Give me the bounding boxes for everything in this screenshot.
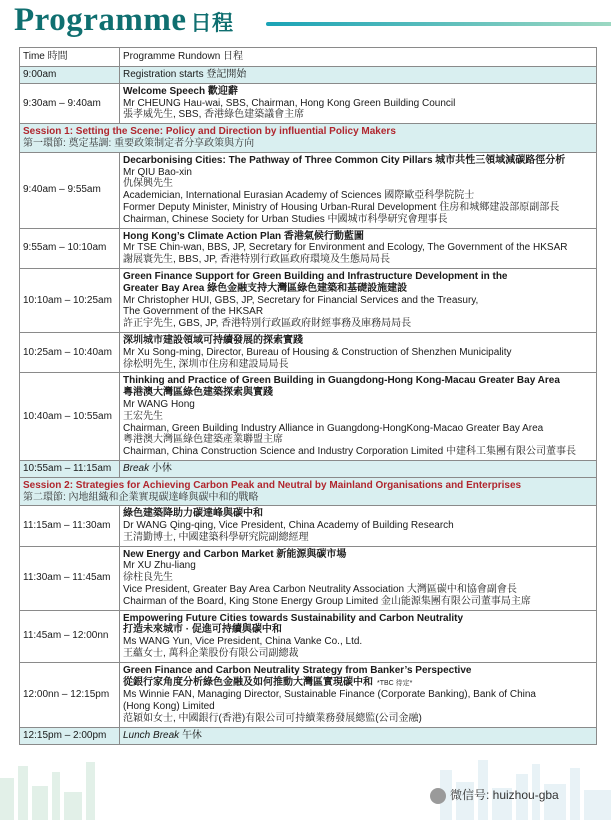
title-zh: 日程 xyxy=(190,11,234,35)
programme-rows xyxy=(20,67,597,745)
line-text: Mr QIU Bao-xin xyxy=(123,166,192,178)
line-text: Former Deputy Minister, Ministry of Housing Urban-Rural Development 住房和城鄉建設部原副部長 xyxy=(123,201,560,213)
line-text: New Energy and Carbon Market 新能源與碳市場 xyxy=(123,548,347,560)
line-text: The Government of the HKSAR xyxy=(123,306,264,318)
time-cell: 12:15pm – 2:00pm xyxy=(20,727,120,744)
header-time: Time 時間 xyxy=(20,48,120,67)
line-text: Academician, International Eurasian Academy of Sciences 國際歐亞科學院院士 xyxy=(123,190,475,202)
time-cell: 11:45am – 12:00nn xyxy=(20,610,120,662)
item-detail xyxy=(123,423,593,435)
session-cell xyxy=(20,477,597,506)
line-text: Mr XU Zhu-liang xyxy=(123,560,196,572)
item-title xyxy=(123,375,593,387)
line-text: 粵港澳大灣區綠色建築產業聯盟主席 xyxy=(123,434,283,446)
session-subtitle: 第一環節: 奠定基調: 重要政策制定者分享政策與方向 xyxy=(23,137,255,149)
page-title xyxy=(14,2,233,39)
item-detail xyxy=(123,584,593,596)
programme-table xyxy=(19,47,597,745)
item-detail xyxy=(123,242,593,254)
session-title: Session 1: Setting the Scene: Policy and Direction by influential Policy Makers xyxy=(23,126,396,138)
line-text: Vice President, Greater Bay Area Carbon Neutrality Association 大灣區碳中和協會副會長 xyxy=(123,584,517,596)
time-cell: 9:30am – 9:40am xyxy=(20,83,120,123)
break-label: Lunch Break xyxy=(123,729,180,741)
item-detail xyxy=(123,399,593,411)
time-cell: 10:25am – 10:40am xyxy=(20,332,120,372)
line-text: 徐松明先生, 深圳市住房和建設局局長 xyxy=(123,358,289,370)
line-text: (Hong Kong) Limited xyxy=(123,701,215,713)
line-text: Green Finance and Carbon Neutrality Strategy from Banker’s Perspective xyxy=(123,664,472,676)
rundown-cell xyxy=(120,268,597,332)
line-text: Mr Xu Song-ming, Director, Bureau of Housing & Construction of Shenzhen Municipality xyxy=(123,346,512,358)
table-row xyxy=(20,662,597,727)
item-detail xyxy=(123,701,593,713)
line-text: 仇保興先生 xyxy=(123,178,173,190)
item-title xyxy=(123,613,593,625)
watermark-text: 微信号: huizhou-gba xyxy=(450,788,559,802)
item-detail xyxy=(123,532,593,544)
item-title xyxy=(123,271,593,283)
table-row xyxy=(20,83,597,123)
rundown-cell xyxy=(120,332,597,372)
rundown-cell xyxy=(120,373,597,461)
rundown-cell xyxy=(120,662,597,727)
table-row xyxy=(20,506,597,546)
item-detail xyxy=(123,648,593,660)
item-detail xyxy=(123,677,593,690)
rundown-cell xyxy=(120,546,597,610)
item-detail xyxy=(123,167,593,179)
rundown-cell xyxy=(120,67,597,84)
time-cell: 9:00am xyxy=(20,67,120,84)
item-title xyxy=(123,86,593,98)
item-detail xyxy=(123,254,593,266)
line-text: 張孝威先生, SBS, 香港綠色建築議會主席 xyxy=(123,109,305,121)
item-detail xyxy=(123,347,593,359)
time-cell: 12:00nn – 12:15pm xyxy=(20,662,120,727)
title-en: Programme xyxy=(14,2,187,38)
line-text: Chairman, Green Building Industry Alliance in Guangdong-HongKong-Macao Greater Bay Area xyxy=(123,422,544,434)
item-detail xyxy=(123,434,593,446)
line-text: Dr WANG Qing-qing, Vice President, China Academy of Building Research xyxy=(123,520,454,532)
line-text: Empowering Future Cities towards Sustainability and Carbon Neutrality xyxy=(123,612,464,624)
table-row xyxy=(20,546,597,610)
line-text: Registration starts 登記開始 xyxy=(123,69,247,80)
item-title xyxy=(123,549,593,561)
line-text: Welcome Speech 歡迎辭 xyxy=(123,85,238,97)
item-detail xyxy=(123,283,593,295)
table-row xyxy=(20,67,597,84)
line-text: Ms Winnie FAN, Managing Director, Sustainable Finance (Corporate Banking), Bank of China xyxy=(123,689,536,701)
item-detail xyxy=(123,560,593,572)
page-header xyxy=(14,2,611,42)
item-detail xyxy=(123,446,593,458)
rundown-cell xyxy=(120,228,597,268)
line-text: 王宏先生 xyxy=(123,410,163,422)
item-detail xyxy=(123,190,593,202)
time-cell: 11:15am – 11:30am xyxy=(20,506,120,546)
tbc-note: *TBC 待定* xyxy=(377,679,413,687)
time-cell: 10:40am – 10:55am xyxy=(20,373,120,461)
line-text: 王清勤博士, 中國建築科學研究院副總經理 xyxy=(123,531,309,543)
session-subtitle: 第二環節: 內地組織和企業實現碳達峰與碳中和的戰略 xyxy=(23,491,259,503)
rundown-cell xyxy=(120,152,597,228)
wechat-icon xyxy=(430,788,446,804)
watermark xyxy=(430,786,559,804)
line-text: 從銀行家角度分析綠色金融及如何推動大灣區實現碳中和 xyxy=(123,676,373,688)
item-title xyxy=(123,508,593,520)
line-text: 深圳城市建設領域可持續發展的探索實踐 xyxy=(123,334,303,346)
line-text: Mr CHEUNG Hau-wai, SBS, Chairman, Hong Kong Green Building Council xyxy=(123,97,456,109)
line-text: Thinking and Practice of Green Building in Guangdong-Hong Kong-Macau Greater Bay Area xyxy=(123,375,560,387)
item-detail xyxy=(123,520,593,532)
item-detail xyxy=(123,713,593,725)
break-label-zh: 小休 xyxy=(151,462,172,474)
item-detail xyxy=(123,387,593,399)
time-cell: 11:30am – 11:45am xyxy=(20,546,120,610)
item-detail xyxy=(123,202,593,214)
line-text: 徐柱良先生 xyxy=(123,572,173,584)
item-detail xyxy=(123,178,593,190)
skyline-decoration xyxy=(0,748,611,820)
line-text: 謝展寰先生, BBS, JP, 香港特別行政區政府環境及生態局局長 xyxy=(123,254,391,266)
item-detail xyxy=(123,624,593,636)
time-cell: 9:55am – 10:10am xyxy=(20,228,120,268)
item-detail xyxy=(123,214,593,226)
table-row xyxy=(20,332,597,372)
item-detail xyxy=(123,411,593,423)
item-title xyxy=(123,231,593,243)
item-detail xyxy=(123,636,593,648)
line-text: Chairman, Chinese Society for Urban Studies 中國城市科學研究會理事長 xyxy=(123,213,448,225)
break-label-zh: 午休 xyxy=(181,729,202,741)
item-detail xyxy=(123,318,593,330)
session-cell xyxy=(20,124,597,153)
line-text: 王蘊女士, 萬科企業股份有限公司副總裁 xyxy=(123,648,299,660)
break-row xyxy=(20,727,597,744)
table-row xyxy=(20,610,597,662)
item-detail xyxy=(123,596,593,608)
item-detail xyxy=(123,109,593,121)
item-detail xyxy=(123,359,593,371)
line-text: Mr TSE Chin-wan, BBS, JP, Secretary for Environment and Ecology, The Government of the HKSAR xyxy=(123,242,568,254)
rundown-cell xyxy=(120,506,597,546)
rundown-cell xyxy=(120,727,597,744)
line-text: 打造未來城市 · 促進可持續與碳中和 xyxy=(123,624,282,636)
rundown-cell xyxy=(120,83,597,123)
line-text: Mr Christopher HUI, GBS, JP, Secretary for Financial Services and the Treasury, xyxy=(123,294,479,306)
item-title xyxy=(123,155,593,167)
item-detail xyxy=(123,306,593,318)
line-text: Green Finance Support for Green Building and Infrastructure Development in the xyxy=(123,270,508,282)
session-title: Session 2: Strategies for Achieving Carbon Peak and Neutral by Mainland Organisations and Enterprises xyxy=(23,479,522,491)
line-text: 范穎如女士, 中國銀行(香港)有限公司可持續業務發展總監(公司金融) xyxy=(123,713,422,725)
line-text: 許正宇先生, GBS, JP, 香港特別行政區政府財經事務及庫務局局長 xyxy=(123,318,412,330)
time-cell: 9:40am – 9:55am xyxy=(20,152,120,228)
item-detail xyxy=(123,98,593,110)
title-underline xyxy=(266,22,611,26)
item-title xyxy=(123,335,593,347)
break-row xyxy=(20,460,597,477)
time-cell: 10:10am – 10:25am xyxy=(20,268,120,332)
item-title xyxy=(123,69,593,81)
item-title xyxy=(123,665,593,677)
table-row xyxy=(20,373,597,461)
line-text: Greater Bay Area 綠色金融支持大灣區綠色建築和基礎設施建設 xyxy=(123,282,408,294)
header-rundown: Programme Rundown 日程 xyxy=(120,48,597,67)
line-text: 粵港澳大灣區綠色建築探索與實踐 xyxy=(123,387,273,399)
session-row xyxy=(20,124,597,153)
line-text: Mr WANG Hong xyxy=(123,398,195,410)
line-text: Decarbonising Cities: The Pathway of Three Common City Pillars 城市共性三領域減碳路徑分析 xyxy=(123,154,566,166)
break-label: Break xyxy=(123,462,150,474)
rundown-cell xyxy=(120,610,597,662)
table-header-row xyxy=(20,48,597,67)
time-cell: 10:55am – 11:15am xyxy=(20,460,120,477)
session-row xyxy=(20,477,597,506)
item-detail xyxy=(123,295,593,307)
table-row xyxy=(20,152,597,228)
item-detail xyxy=(123,689,593,701)
item-detail xyxy=(123,572,593,584)
table-row xyxy=(20,228,597,268)
line-text: Ms WANG Yun, Vice President, China Vanke Co., Ltd. xyxy=(123,636,363,648)
rundown-cell xyxy=(120,460,597,477)
line-text: Hong Kong’s Climate Action Plan 香港氣候行動藍圖 xyxy=(123,230,364,242)
line-text: Chairman, China Construction Science and Industry Corporation Limited 中建科工集團有限公司董事長 xyxy=(123,446,576,458)
table-row xyxy=(20,268,597,332)
line-text: Chairman of the Board, King Stone Energy Group Limited 金山能源集團有限公司董事局主席 xyxy=(123,595,531,607)
line-text: 綠色建築降助力碳達峰與碳中和 xyxy=(123,508,263,520)
